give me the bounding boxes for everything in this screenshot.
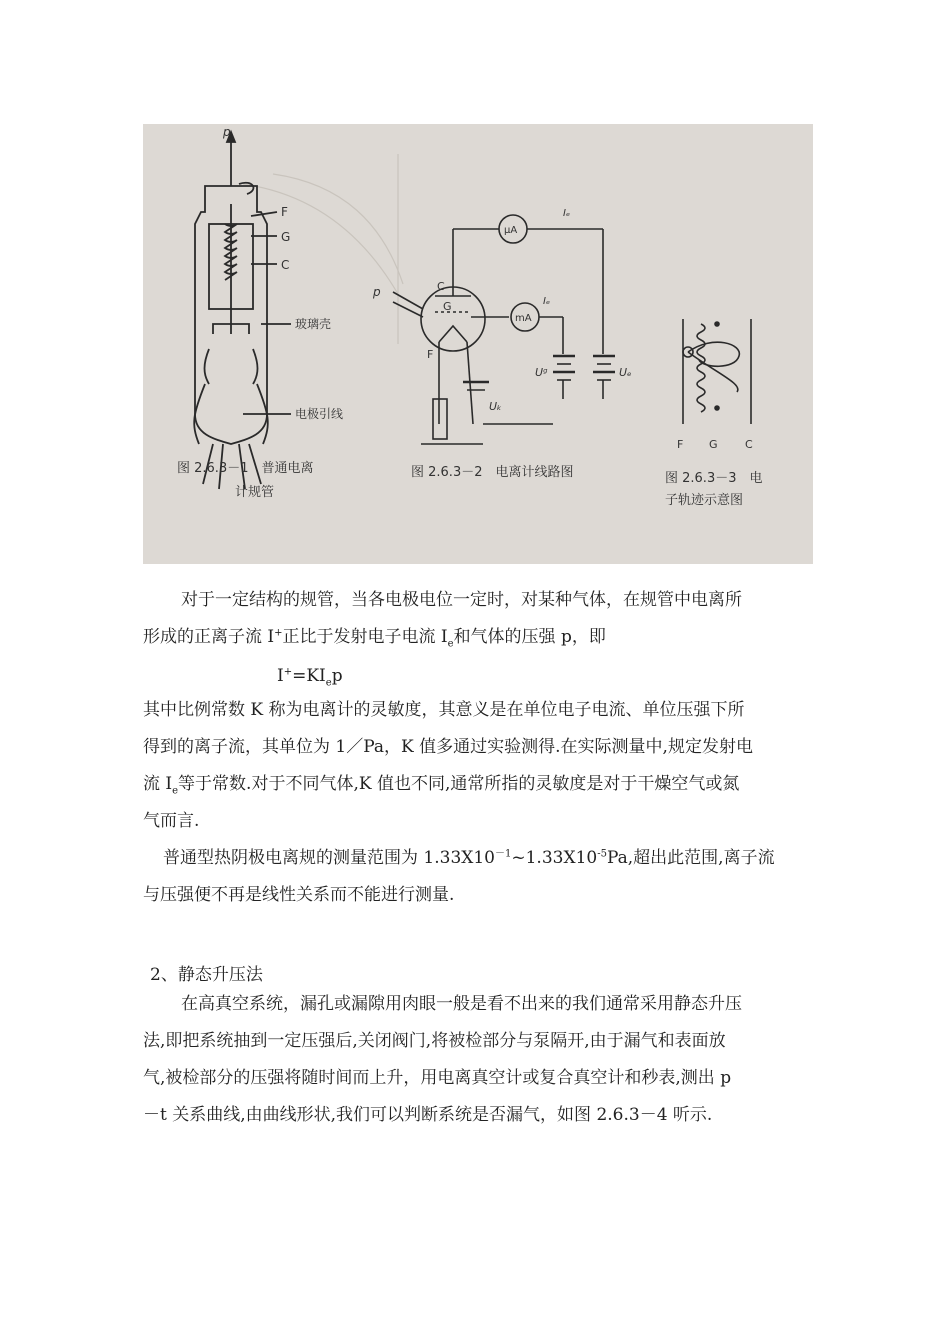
paragraph-4-line-4: －t 关系曲线,由曲线形状,我们可以判断系统是否漏气，如图 2.6.3－4 听示. [143,1105,713,1125]
scanned-figure [143,124,813,564]
circuit-label-c: C [437,280,445,293]
tube-caption-line1: 图 2.6.3－1 普通电离 [177,461,314,476]
paragraph-2-line-4: 气而言. [143,811,200,831]
paragraph-1-line-1: 对于一定结构的规管，当各电极电位一定时，对某种气体，在规管中电离所 [181,590,742,610]
tube-label-p: p [223,125,231,139]
voltage-label-uk: Uₖ [489,400,502,413]
paragraph-2 [143,692,815,840]
paragraph-2-line-1: 其中比例常数 K 称为电离计的灵敏度，其意义是在单位电子电流、单位压强下所 [143,700,745,720]
tube-label-c: C [281,258,290,272]
paragraph-3-line-1: 普通型热阴极电离规的测量范围为 $1.33X10^{-1}\sim 1.33X10^{-5}Pa$,超出此范围,离子流 [163,848,775,868]
trajectory-label-c: C [745,438,753,451]
trajectory-label-g: G [709,438,718,451]
voltage-label-ug: Uᵍ [535,366,548,379]
tube-label-g: G [281,230,291,244]
paragraph-2-line-3: 流 $I_e$等于常数.对于不同气体,K 值也不同,通常所指的灵敏度是对于干燥空气或氮 [143,774,740,797]
paragraph-3-line-2: 与压强便不再是线性关系而不能进行测量. [143,885,455,905]
paragraph-2-line-2: 得到的离子流，其单位为 1／Pa，K 值多通过实验测得.在实际测量中,规定发射电 [143,737,753,757]
paragraph-3 [143,840,815,914]
circuit-label-f: F [427,348,434,361]
trajectory-caption-line2: 子轨迹示意图 [665,493,744,508]
figure-drawing [143,124,813,564]
trajectory-label-f: F [677,438,684,451]
paragraph-1-line-2: 形成的正离子流 I+正比于发射电子电流 $I_e$和气体的压强 p，即 [143,627,606,650]
paragraph-4 [143,986,815,1134]
tube-caption-line2: 计规管 [235,485,275,500]
microammeter-label: μA [504,225,518,236]
milliammeter-label: mA [515,313,532,324]
circuit-label-g: G [443,300,452,313]
current-label-upper: Iₑ [563,208,571,219]
formula: $I^+=KI_ep$ [277,666,343,689]
gauge-tube-drawing [194,132,291,489]
paragraph-1 [143,582,815,656]
section-heading: 2、静态升压法 [150,965,263,985]
circuit-label-p: p [373,285,381,299]
tube-label-leads: 电极引线 [295,407,344,421]
paragraph-4-line-3: 气,被检部分的压强将随时间而上升，用电离真空计或复合真空计和秒表,测出 p [143,1068,732,1088]
paragraph-4-line-2: 法,即把系统抽到一定压强后,关闭阀门,将被检部分与泵隔开,由于漏气和表面放 [143,1031,726,1051]
tube-label-f: F [281,205,288,219]
voltage-label-uc: Uₑ [619,366,632,379]
tube-label-glass: 玻璃壳 [295,317,332,331]
trajectory-drawing [683,319,751,424]
paragraph-4-line-1: 在高真空系统，漏孔或漏隙用肉眼一般是看不出来的我们通常采用静态升压 [181,994,742,1014]
current-label-lower: Iₑ [543,296,551,307]
trajectory-caption-line1: 图 2.6.3－3 电 [665,471,763,486]
circuit-drawing [393,215,615,444]
circuit-caption: 图 2.6.3－2 电离计线路图 [411,465,574,480]
